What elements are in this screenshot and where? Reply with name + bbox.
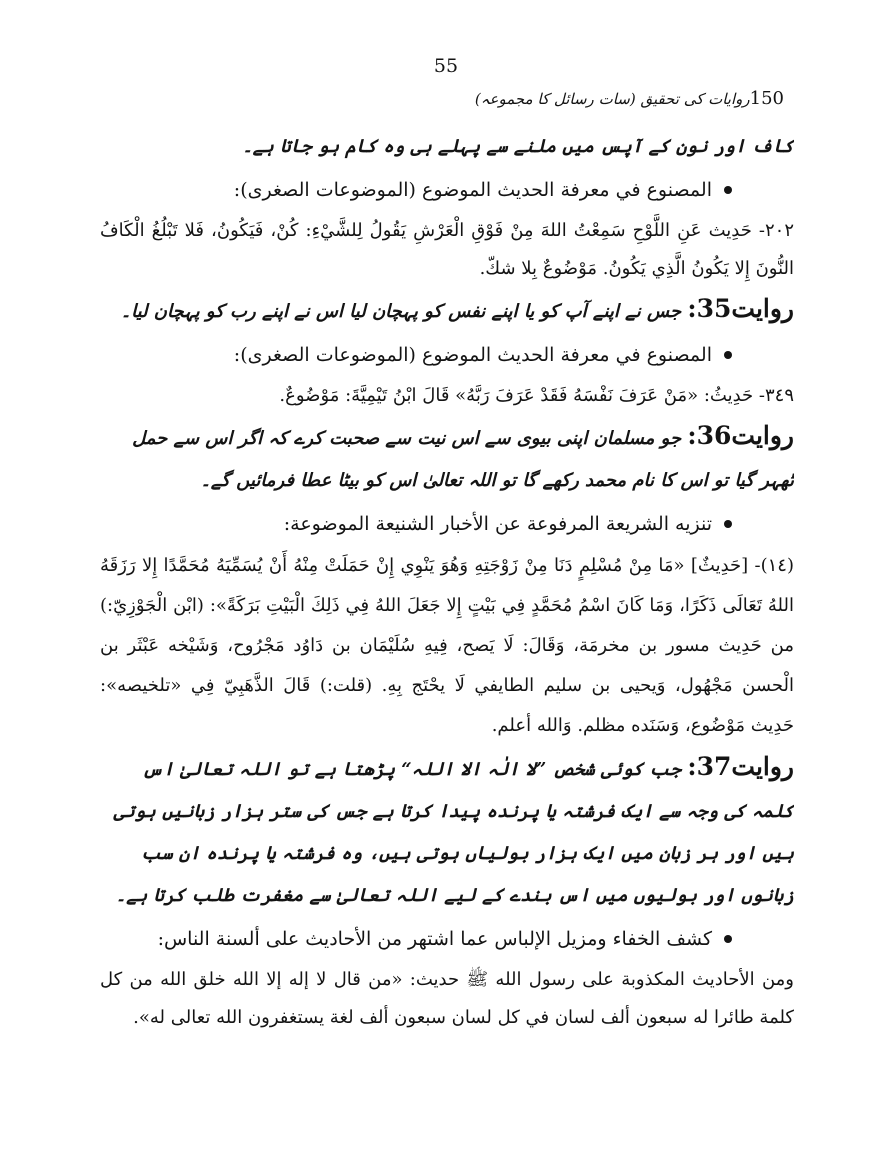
running-header-title: روایات کی تحقیق (سات رسائل کا مجموعہ) bbox=[474, 90, 750, 108]
hadith-text-2: ٣٤٩- حَدِيثُ: «مَنْ عَرَفَ نَفْسَهُ فَقَدْ عَرَفَ رَبَّهُ» قَالَ ابْنُ تَيْمِيَّةَ: مَوْضُوعٌ. bbox=[279, 385, 794, 406]
bullet-icon bbox=[724, 520, 732, 528]
source-heading-2 bbox=[100, 333, 794, 377]
intro-urdu-line: کاف اور نون کے آپس میں ملنے سے پہلے ہی وہ کام ہو جاتا ہے۔ bbox=[242, 136, 794, 157]
riwayat-36-heading: روایت36: bbox=[687, 421, 794, 450]
riwayat-35-text: جس نے اپنے آپ کو یا اپنے نفس کو پہچان لیا اس نے اپنے رب کو پہچان لیا۔ bbox=[120, 301, 682, 322]
page-number: 55 bbox=[433, 55, 459, 77]
riwayat-37 bbox=[100, 746, 794, 917]
riwayat-35-heading: روایت35: bbox=[687, 294, 794, 323]
bullet-icon bbox=[724, 186, 732, 194]
hadith-text-1: ٢٠٢- حَدِيث عَنِ اللَّوْحِ سَمِعْتُ اللهَ مِنْ فَوْقِ الْعَرْشِ يَقُولُ لِلشَّيْءِ: كُنْ، فَيَكُونُ، فَلا تَبْلُغُ الْكَافُ النُّونَ إِلا يَكُونُ الَّذِي يَكُونُ. مَوْضُوعٌ بِلا شكّ. bbox=[100, 220, 794, 279]
running-header-number: 150 bbox=[749, 88, 784, 109]
source-title-3: تنزيه الشريعة المرفوعة عن الأخبار الشنيعة الموضوعة: bbox=[283, 513, 712, 535]
hadith-text-4: ومن الأحاديث المكذوبة على رسول الله ﷺ حديث: «من قال لا إله إلا الله خلق الله من كل كلمة طائرا له سبعون ألف لسان في كل لسان سبعون ألف لغة يستغفرون الله تعالى له». bbox=[100, 969, 794, 1028]
source-title-2: المصنوع في معرفة الحديث الموضوع (الموضوعات الصغرى): bbox=[233, 344, 712, 366]
source-heading-1 bbox=[100, 168, 794, 212]
source-title-1: المصنوع في معرفة الحديث الموضوع (الموضوعات الصغرى): bbox=[233, 179, 712, 201]
bullet-icon bbox=[724, 351, 732, 359]
riwayat-37-heading: روایت37: bbox=[687, 752, 794, 781]
hadith-text-3: (١٤)- [حَدِيثٌ] «مَا مِنْ مُسْلِمٍ دَنَا مِنْ زَوْجَتِهِ وَهُوَ يَنْوِي إِنْ حَمَلَتْ مِنْهُ أَنْ يُسَمِّيَهُ مُحَمَّدًا إِلا رَزَقَهُ اللهُ تَعَالَى ذَكَرًا، وَمَا كَانَ اسْمُ مُحَمَّدٍ فِي بَيْتٍ إِلا جَعَلَ اللهُ فِي ذَلِكَ الْبَيْتِ بَرَكَةً»: (ابْن الْجَوْزِيّ:) من حَدِيث مسور بن مخرمَة، وَقَالَ: لَا يَصح، فِيهِ سُلَيْمَان بن دَاوُد مَجْرُوح، وَشَيْخه عَبْثَر بن الْحسن مَجْهُول، وَيحيى بن سليم الطايفي لَا يحْتَج بِهِ. (قلت:) قَالَ الذَّهَبِيّ فِي «تلخيصه»: حَدِيث مَوْضُوع، وَسَنَده مظلم. وَالله أعلم. bbox=[100, 555, 794, 736]
running-header bbox=[475, 88, 784, 109]
riwayat-36-text: جو مسلمان اپنی بیوی سے اس نیت سے صحبت کرے کہ اگر اس سے حمل ٹھہر گیا تو اس کا نام محمد رکھے گا تو اللہ تعالیٰ اس کو بیٹا عطا فرمائیں گے۔ bbox=[132, 428, 794, 491]
riwayat-35 bbox=[100, 288, 794, 333]
source-heading-3 bbox=[100, 502, 794, 546]
bullet-icon bbox=[724, 935, 732, 943]
page-body bbox=[100, 126, 794, 1037]
riwayat-36 bbox=[100, 415, 794, 502]
riwayat-37-text: جب کوئی شخص ”لا الٰہ الا اللہ“ پڑھتا ہے تو اللہ تعالیٰ اس کلمہ کی وجہ سے ایک فرشتہ یا پرندہ پیدا کرتا ہے جس کی ستر ہزار زبانیں ہوتی ہیں اور ہر زبان میں ایک ہزار بولیاں ہوتی ہیں، وہ فرشتہ یا پرندہ ان سب زبانوں اور بولیوں میں اس بندے کے لیے اللہ تعالیٰ سے مغفرت طلب کرتا ہے۔ bbox=[113, 759, 794, 906]
source-title-4: كشف الخفاء ومزيل الإلباس عما اشتهر من الأحاديث على ألسنة الناس: bbox=[157, 928, 712, 950]
source-heading-4 bbox=[100, 917, 794, 961]
